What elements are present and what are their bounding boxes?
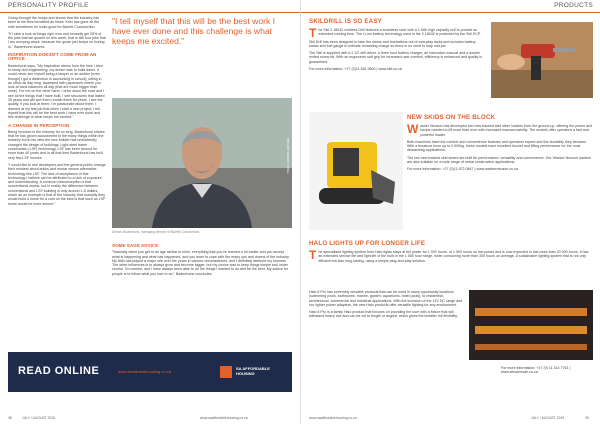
article-title: HALO LIGHTS UP FOR LONGER LIFE <box>309 240 426 247</box>
body-paragraph: Wacker Neuson has developed two new tracked skid steer loaders from the ground up, offering the power and torque needed to lift more than ever with increased manoeuvrability. The models offer operators a fast and powerful loader. <box>407 122 593 137</box>
article-title: SKILDRILL IS SO EASY <box>309 18 382 25</box>
body-paragraph: "Naturally when you get to an age similar to mine, everything that you've learned a lot earlier and you accept what is happening and what has happened, and you learn to cope with the many ups and downs of the industry. My faith has played a major role over the years in various circumstances, and I definitely attribute my success. The other influences is to always grow and become bigger, but my choice was to keep things simple and under control. I'm content, and I have always been able to do the things I wanted to do and be the best. My advice for people is to follow what you love to do," Badenhorst concludes. <box>112 250 290 276</box>
contact-line: For more information: +27 (0)11 872 0847 | www.wackerneuson.co.za <box>407 167 518 172</box>
banner-url[interactable]: www.steelframehousing.co.za <box>118 369 171 374</box>
article-column-1 <box>8 16 106 209</box>
footer-url[interactable]: www.saaffordablehousing.co.za <box>200 416 248 420</box>
drill-photo <box>491 22 593 98</box>
section-title: PRODUCTS <box>554 2 593 9</box>
subheading: INSPIRATION DOESN'T COME FROM AN OFFICE <box>8 52 97 62</box>
section-title: PERSONALITY PROFILE <box>8 2 89 9</box>
section-header <box>0 0 300 13</box>
section-header <box>301 0 600 13</box>
banner-title: READ ONLINE <box>18 365 100 377</box>
page-number: 38 <box>8 416 12 420</box>
contact-line: For more information: +27 (0)11 651 9600 | www.skil.co.za <box>309 67 402 72</box>
article-title: NEW SKIDS ON THE BLOCK <box>407 114 496 121</box>
drop-cap: W <box>407 122 419 136</box>
banner-brand: SA AFFORDABLE HOUSING <box>236 366 270 376</box>
drop-cap: T <box>309 26 317 40</box>
body-paragraph: Halo 6 Pro has extremely versatile products that can be used in many opportunity locations (swimming pools, bathrooms, marine, garden, aquariums, hotel pools), to residential, architectural, commercial and industrial applications. With the inclusion of the 12V DC range and our lighter power adapters, the new Halo products offer versatile lighting for any environment. <box>309 290 463 307</box>
pull-quote: "I tell myself that this will be the best work I have ever done and this challenge is what keeps me excited." <box>112 16 276 46</box>
body-paragraph: Badenhorst says, "My inspiration stems from the time I tried to study civil engineering; my dream was to build dams. It could never see myself being a lawyer or an auditor [even though] I got a distinction in accounting in school], sitting in an office all day long, swamped with paperwork where you look at bank balances all day (that are much bigger than mine). For me on the other hand, I drive down the road and I see all the things that I have built. I see structures that lasted 35 years and will see them remain there for years. I see the quality, if you look at them, I'm passionate about them. I learned at my first job that when I start a new project, I tell myself that this will be the best work I have ever done and this challenge is what keeps me excited." <box>8 63 105 120</box>
read-online-banner[interactable] <box>8 352 292 392</box>
body-paragraph: Halo 6 Pro is a family Halo product that focuses on providing the user with a fixture that will withstand heavy use and can be cut to length or angled, which gives the installer full flexibility. <box>309 310 458 319</box>
body-paragraph: Skil Drill has been designed to take the stress and frustrations out of everyday tasks and includes battery status and fuel gauge to indicate remaining charge so there is no need to stop mid-job. <box>309 39 476 48</box>
footer-url[interactable]: www.saaffordablehousing.co.za <box>309 416 357 420</box>
subheading: A CHANGE IN PERCEPTION <box>8 122 70 128</box>
contact-line: For more information: +27 (0) 11 314 7761 | www.sensemode.co.za <box>501 366 571 375</box>
subheading: SOME SAGE ADVICE <box>112 243 159 248</box>
led-strip-illustration <box>469 290 593 360</box>
skid-steer-illustration <box>309 112 403 230</box>
led-strip-photo <box>469 290 593 360</box>
body-paragraph: "If I take a look at things right now and honestly get 25% of the jobs that we quoted on this week, that is still four jobs that I am worrying about, because the quote just keeps on ticking in," Badenhorst shares. <box>8 31 106 49</box>
article-body-continued <box>309 290 465 322</box>
drop-cap: T <box>309 248 317 262</box>
house-icon <box>220 366 232 378</box>
body-paragraph: The two new tracked skid steers are built for performance, versatility and convenience. Our Wacker Neuson loaders are also suitable for a wide range of rental construction applications. <box>407 155 591 165</box>
body-paragraph: The Skil 2 18042 cordless Drill features a brushless rotor with a 1.5Ah high capacity cell to provide an extended running time. The Li-ion battery technology used in the 2 18042 is protected by the Skil ECP. <box>309 26 481 40</box>
body-paragraph: Both machines have the comfort and convenience features and operators expect and the durability they demand. With a breakout force up to 4 000kg, these models have excellent bucket and lifting performance for the most demanding applications. <box>407 139 587 153</box>
issue-date: JULY / AUGUST 2019 <box>531 416 565 420</box>
body-paragraph: The Skil is supplied with a 2 1/2 drill driver, a three hour battery charger, an instruction manual and a double ended screw bit. With an ergonomic soft grip for increased user comfort, efficiency is enhanced and quality is guaranteed. <box>309 51 482 64</box>
article-body <box>309 250 593 266</box>
right-page <box>300 0 600 424</box>
portrait-photo <box>112 98 292 228</box>
portrait-illustration <box>112 98 292 228</box>
page-number: 39 <box>585 416 589 420</box>
article-body <box>309 28 485 74</box>
photo-credit: STEEL FRAMED HOUSING <box>286 138 290 174</box>
photo-caption: Dennis Badenhorst, managing director of Barrett Construction. <box>112 230 201 234</box>
contact-box <box>501 366 593 378</box>
article-body <box>407 124 593 175</box>
skid-steer-photo <box>309 112 403 230</box>
body-paragraph: Being involved in the industry for so long, Badenhorst shares that he has grown accustomed to the many things within the industry but in his view the new builder has undoubtedly changed the design of buildings. Light steel frame construction (LSF) technology, LSF has been around for more than 40 years and in all that time Badenhorst has built very few LSF houses. <box>8 129 105 160</box>
body-paragraph: The specialised lighting system from Halo lights stays at full power for 1 000 hours, or 1 500 hours on low power and is now expected to last more than 20 000 hours. It has an extended service life and light life of the bulb in the 1 500 hour range, while consuming more than 300 hours on average. A sustainable lighting system that is not only efficient but also long-lasting, using a simple plug-and-play solution. <box>309 248 589 263</box>
body-paragraph: Going through the hoops and shows that the industry has ⁠been at his⁠ ⁠fees⁠ ⁠benefited⁠ ⁠as times. Kriel has gone all the mile sometimes he looks good for Barrett Construction. <box>8 16 100 29</box>
article-column-2 <box>112 240 292 279</box>
body-paragraph: "I would like to see developers and the general public change their mindset about bricks and mortar versus alternative technology like LSF. The lack of acceptance of this technology I believe can be attributed to a lack of exposure and understanding. A common misconception is that conventional mortar, but in reality the difference between conventional and LSF building is only around 1-5 dollars, which as an example is that of the industry that normally they would build a home for a cost on the idea is that such an LSF home would be more secure." <box>8 162 106 206</box>
issue-date: JULY / AUGUST 2019 <box>22 416 56 420</box>
drill-illustration <box>491 22 593 98</box>
